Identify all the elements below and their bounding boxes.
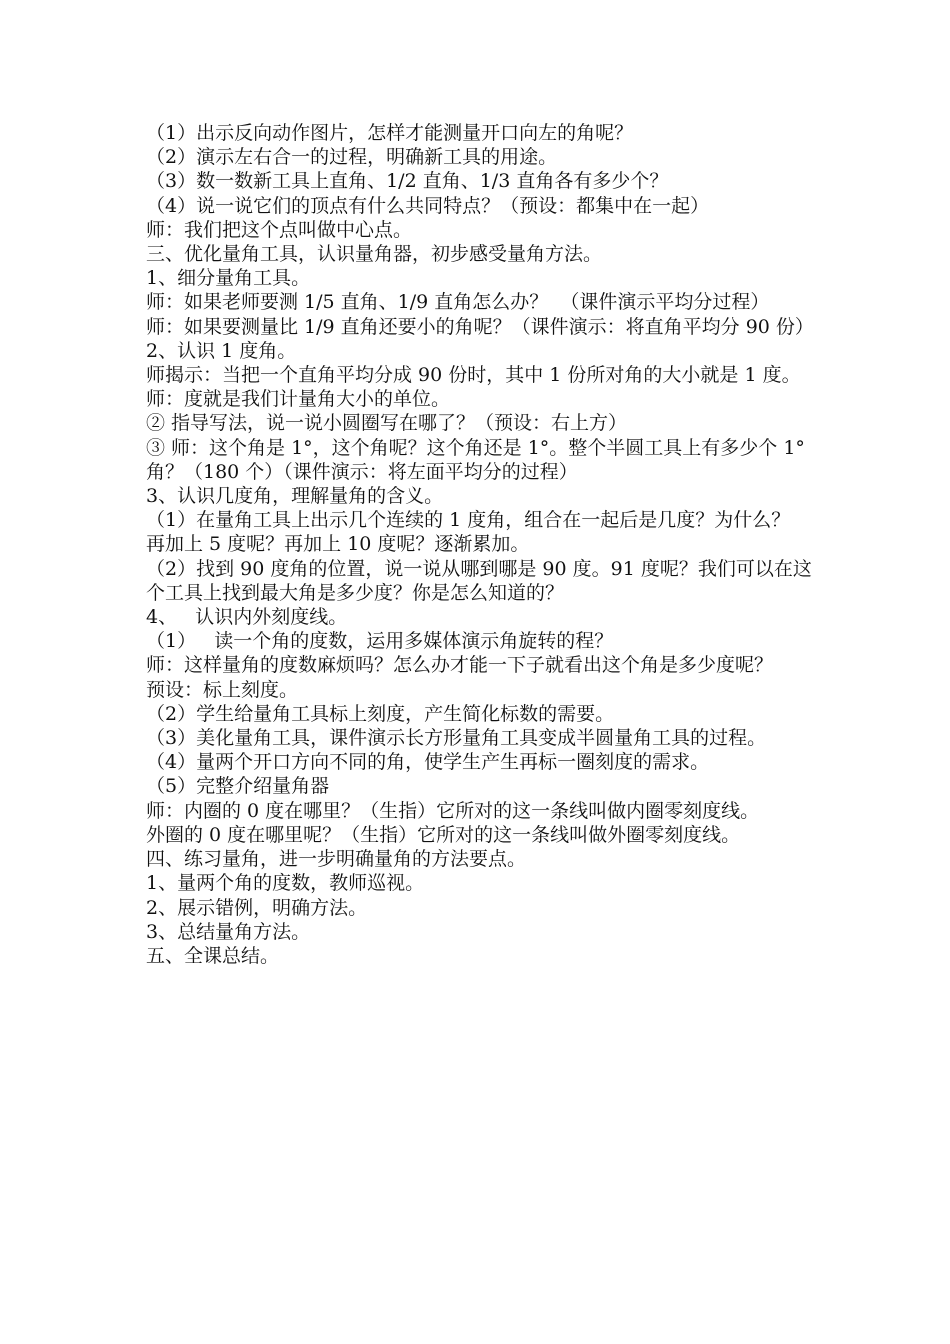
paragraph-19: 4、 认识内外刻度线。 (146, 606, 348, 629)
section-heading-5: 五、全课总结。 (146, 944, 280, 967)
paragraph-27: 师：内圈的 0 度在哪里？（生指）它所对的这一条线叫做内圈零刻度线。 (146, 799, 760, 822)
paragraph-32: 3、总结量角方法。 (146, 920, 311, 943)
paragraph-3: （3）数一数新工具上直角、1/2 直角、1/3 直角各有多少个？ (146, 170, 669, 193)
paragraph-5: 师：我们把这个点叫做中心点。 (146, 218, 413, 241)
paragraph-31: 2、展示错例，明确方法。 (146, 896, 368, 919)
paragraph-16: （1）在量角工具上出示几个连续的 1 度角，组合在一起后是几度？为什么？ (146, 509, 791, 532)
paragraph-18: （2）找到 90 度角的位置，说一说从哪到哪是 90 度。91 度呢？我们可以在这个工具上找到最大角是多少度？你是怎么知道的？ (146, 557, 812, 604)
paragraph-25: （4）量两个开口方向不同的角，使学生产生再标一圈刻度的需求。 (146, 751, 710, 774)
paragraph-9: 师：如果要测量比 1/9 直角还要小的角呢？（课件演示：将直角平均分 90 份） (146, 315, 814, 338)
paragraph-23: （2）学生给量角工具标上刻度，产生简化标数的需要。 (146, 702, 615, 725)
paragraph-11: 师揭示：当把一个直角平均分成 90 份时，其中 1 份所对角的大小就是 1 度。 (146, 364, 801, 387)
section-heading-4: 四、练习量角，进一步明确量角的方法要点。 (146, 848, 527, 871)
paragraph-30: 1、量两个角的度数，教师巡视。 (146, 872, 425, 895)
paragraph-12: 师：度就是我们计量角大小的单位。 (146, 388, 451, 411)
section-heading-3: 三、优化量角工具，认识量角器，初步感受量角方法。 (146, 243, 603, 266)
paragraph-1: （1）出示反向动作图片，怎样才能测量开口向左的角呢？ (146, 122, 634, 144)
paragraph-22: 预设：标上刻度。 (146, 678, 299, 701)
document-body (146, 121, 816, 968)
paragraph-21: 师：这样量角的度数麻烦吗？怎么办才能一下子就看出这个角是多少度呢？ (146, 654, 774, 677)
paragraph-7: 1、细分量角工具。 (146, 267, 311, 290)
paragraph-26: （5）完整介绍量角器 (146, 775, 330, 798)
paragraph-2: （2）演示左右合一的过程，明确新工具的用途。 (146, 146, 558, 169)
paragraph-8: 师：如果老师要测 1/5 直角、1/9 直角怎么办？ （课件演示平均分过程） (146, 291, 770, 314)
paragraph-13: ② 指导写法，说一说小圆圈写在哪了？（预设：右上方） (146, 412, 628, 435)
paragraph-15: 3、认识几度角，理解量角的含义。 (146, 485, 444, 508)
paragraph-28: 外圈的 0 度在哪里呢？（生指）它所对的这一条线叫做外圈零刻度线。 (146, 823, 741, 846)
paragraph-10: 2、认识 1 度角。 (146, 339, 297, 362)
paragraph-20: （1） 读一个角的度数，运用多媒体演示角旋转的程？ (146, 630, 614, 653)
paragraph-4: （4）说一说它们的顶点有什么共同特点？（预设：都集中在一起） (146, 194, 710, 217)
paragraph-14: ③ 师：这个角是 1°，这个角呢？这个角还是 1°。整个半圆工具上有多少个 1°角？（180 个）（课件演示：将左面平均分的过程） (146, 436, 805, 483)
paragraph-17: 再加上 5 度呢？再加上 10 度呢？逐渐累加。 (146, 533, 530, 556)
paragraph-24: （3）美化量角工具，课件演示长方形量角工具变成半圆量角工具的过程。 (146, 727, 767, 750)
